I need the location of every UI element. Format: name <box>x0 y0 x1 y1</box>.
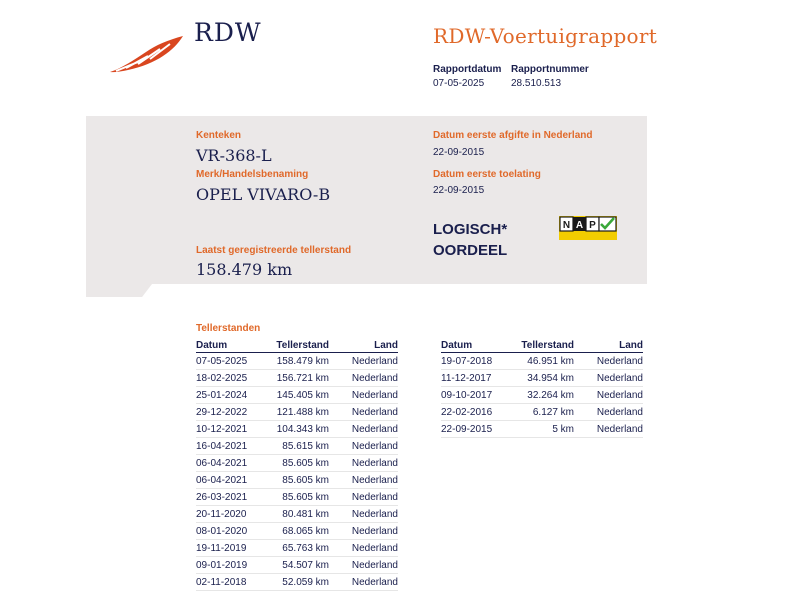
nap-verdict-text: LOGISCH* OORDEEL <box>433 221 508 259</box>
cell-country: Nederland <box>329 353 398 370</box>
table-row <box>196 438 398 455</box>
cell-country: Nederland <box>329 540 398 557</box>
first-issue-nl-label: Datum eerste afgifte in Nederland <box>433 130 593 141</box>
table-row <box>441 387 643 404</box>
nap-letter-n: N <box>562 220 571 231</box>
cell-odometer: 5 km <box>519 421 574 438</box>
report-number-value: 28.510.513 <box>511 78 562 89</box>
table-row <box>196 557 398 574</box>
cell-date: 20-11-2020 <box>196 506 274 523</box>
table-row <box>196 523 398 540</box>
table-row <box>196 404 398 421</box>
cell-country: Nederland <box>329 506 398 523</box>
plate-label: Kenteken <box>196 130 242 141</box>
cell-country: Nederland <box>329 523 398 540</box>
odometer-table-title: Tellerstanden <box>196 323 261 334</box>
cell-date: 22-09-2015 <box>441 421 519 438</box>
cell-odometer: 145.405 km <box>274 387 329 404</box>
cell-odometer: 46.951 km <box>519 353 574 370</box>
table-row <box>196 540 398 557</box>
table-row <box>196 387 398 404</box>
panel-tab-decoration <box>86 284 152 297</box>
rdw-feather-logo-icon <box>108 34 186 76</box>
cell-odometer: 34.954 km <box>519 370 574 387</box>
cell-odometer: 32.264 km <box>519 387 574 404</box>
rdw-logo-text: RDW <box>194 18 262 47</box>
col-header-country: Land <box>329 338 398 353</box>
col-header-date: Datum <box>196 338 274 353</box>
odometer-value: 158.479 km <box>196 260 293 279</box>
nap-letter-p: P <box>589 220 596 231</box>
first-admission-value: 22-09-2015 <box>433 185 485 196</box>
brand-label: Merk/Handelsbenaming <box>196 169 309 180</box>
table-row <box>441 370 643 387</box>
report-date-label: Rapportdatum <box>433 64 502 75</box>
col-header-odometer: Tellerstand <box>274 338 329 353</box>
table-row <box>196 370 398 387</box>
cell-odometer: 85.605 km <box>274 455 329 472</box>
cell-date: 22-02-2016 <box>441 404 519 421</box>
cell-odometer: 65.763 km <box>274 540 329 557</box>
cell-country: Nederland <box>329 455 398 472</box>
cell-country: Nederland <box>329 438 398 455</box>
cell-country: Nederland <box>329 489 398 506</box>
table-header-row <box>441 338 643 353</box>
cell-date: 26-03-2021 <box>196 489 274 506</box>
table-row <box>441 353 643 370</box>
cell-date: 06-04-2021 <box>196 455 274 472</box>
cell-date: 06-04-2021 <box>196 472 274 489</box>
odometer-label: Laatst geregistreerde tellerstand <box>196 245 352 256</box>
cell-date: 09-10-2017 <box>441 387 519 404</box>
cell-date: 07-05-2025 <box>196 353 274 370</box>
first-issue-nl-value: 22-09-2015 <box>433 147 485 158</box>
cell-odometer: 54.507 km <box>274 557 329 574</box>
cell-odometer: 104.343 km <box>274 421 329 438</box>
vehicle-summary-panel <box>86 116 647 284</box>
cell-date: 19-11-2019 <box>196 540 274 557</box>
cell-odometer: 68.065 km <box>274 523 329 540</box>
cell-country: Nederland <box>574 353 643 370</box>
cell-date: 09-01-2019 <box>196 557 274 574</box>
col-header-date: Datum <box>441 338 519 353</box>
cell-country: Nederland <box>329 404 398 421</box>
table-row <box>441 404 643 421</box>
cell-date: 29-12-2022 <box>196 404 274 421</box>
cell-country: Nederland <box>329 574 398 591</box>
plate-value: VR-368-L <box>196 146 272 165</box>
cell-country: Nederland <box>329 472 398 489</box>
table-row <box>196 506 398 523</box>
cell-odometer: 121.488 km <box>274 404 329 421</box>
cell-odometer: 85.615 km <box>274 438 329 455</box>
nap-badge-icon <box>559 216 617 240</box>
brand-value: OPEL VIVARO-B <box>196 185 331 204</box>
col-header-odometer: Tellerstand <box>519 338 574 353</box>
cell-date: 11-12-2017 <box>441 370 519 387</box>
cell-odometer: 52.059 km <box>274 574 329 591</box>
first-admission-label: Datum eerste toelating <box>433 169 541 180</box>
odometer-table-right <box>441 338 643 438</box>
cell-date: 18-02-2025 <box>196 370 274 387</box>
cell-country: Nederland <box>329 370 398 387</box>
cell-country: Nederland <box>574 370 643 387</box>
cell-odometer: 85.605 km <box>274 472 329 489</box>
table-row <box>196 489 398 506</box>
cell-date: 02-11-2018 <box>196 574 274 591</box>
report-number-label: Rapportnummer <box>511 64 589 75</box>
cell-odometer: 80.481 km <box>274 506 329 523</box>
report-date-value: 07-05-2025 <box>433 78 485 89</box>
cell-odometer: 85.605 km <box>274 489 329 506</box>
col-header-country: Land <box>574 338 643 353</box>
cell-date: 25-01-2024 <box>196 387 274 404</box>
table-header-row <box>196 338 398 353</box>
cell-date: 16-04-2021 <box>196 438 274 455</box>
table-row <box>441 421 643 438</box>
cell-odometer: 6.127 km <box>519 404 574 421</box>
cell-country: Nederland <box>329 387 398 404</box>
table-row <box>196 421 398 438</box>
table-row <box>196 455 398 472</box>
cell-country: Nederland <box>329 421 398 438</box>
table-row <box>196 574 398 591</box>
nap-letter-a: A <box>575 220 584 231</box>
table-row <box>196 353 398 370</box>
report-title: RDW-Voertuigrapport <box>433 24 658 48</box>
cell-country: Nederland <box>574 387 643 404</box>
cell-country: Nederland <box>329 557 398 574</box>
cell-odometer: 156.721 km <box>274 370 329 387</box>
cell-country: Nederland <box>574 421 643 438</box>
cell-odometer: 158.479 km <box>274 353 329 370</box>
cell-date: 10-12-2021 <box>196 421 274 438</box>
table-row <box>196 472 398 489</box>
cell-country: Nederland <box>574 404 643 421</box>
cell-date: 19-07-2018 <box>441 353 519 370</box>
cell-date: 08-01-2020 <box>196 523 274 540</box>
odometer-table-left <box>196 338 398 591</box>
